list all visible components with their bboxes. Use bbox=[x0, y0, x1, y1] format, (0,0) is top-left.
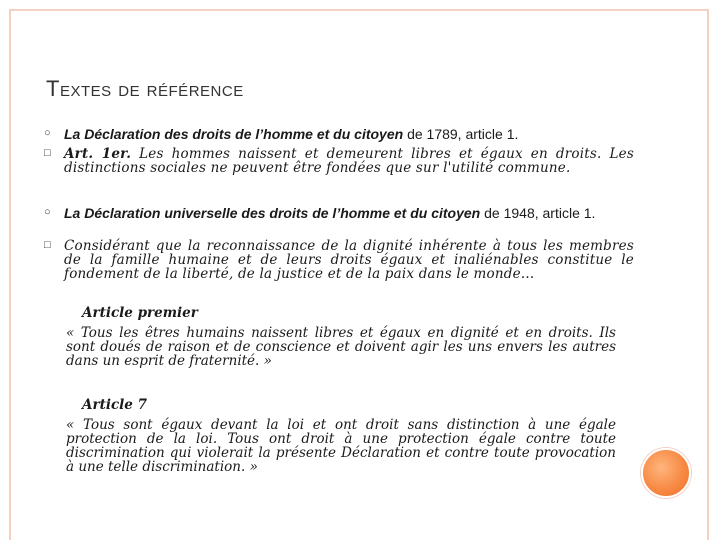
title-divider bbox=[46, 106, 646, 107]
article-premier-heading: Article premier bbox=[82, 305, 198, 321]
page-title: Textes de référence bbox=[46, 76, 244, 101]
declaration-1948-title: La Déclaration universelle des droits de l’homme et du citoyen bbox=[64, 205, 481, 221]
square-bullet-icon: □ bbox=[44, 239, 51, 251]
declaration-1948-ref: de 1948, article 1. bbox=[480, 205, 596, 221]
article-1er-text: Les hommes naissent et demeurent libres et égaux en droits. Les distinctions sociales ne peuvent être fondées que sur l'utilité commune. bbox=[64, 146, 634, 176]
circle-bullet-icon: ○ bbox=[44, 206, 51, 218]
preamble-text: Considérant que la reconnaissance de la dignité inhérente à tous les membres de la famille humaine et de leurs droits égaux et inaliénables constitue le fondement de la liberté, de la justice et de la paix dans le monde… bbox=[64, 238, 634, 282]
declaration-1789-ref: de 1789, article 1. bbox=[403, 126, 519, 142]
square-bullet-icon: □ bbox=[44, 147, 51, 159]
article-7-text: « Tous sont égaux devant la loi et ont droit sans distinction à une égale protection de la loi. Tous ont droit à une protection égale contre toute discrimination qui violerait la présente Déclaration et contre toute provocation à une telle discrimination. » bbox=[66, 417, 616, 475]
decorative-orange-circle bbox=[641, 448, 691, 498]
circle-bullet-icon: ○ bbox=[44, 127, 51, 139]
declaration-1789-title: La Déclaration des droits de l’homme et du citoyen bbox=[64, 126, 404, 142]
article-1er-label: Art. 1er. bbox=[64, 146, 132, 162]
article-premier-text: « Tous les êtres humains naissent libres et égaux en dignité et en droits. Ils sont doués de raison et de conscience et doivent agir les uns envers les autres dans un esprit de fraternité. » bbox=[66, 325, 616, 369]
article-7-heading: Article 7 bbox=[82, 397, 147, 413]
